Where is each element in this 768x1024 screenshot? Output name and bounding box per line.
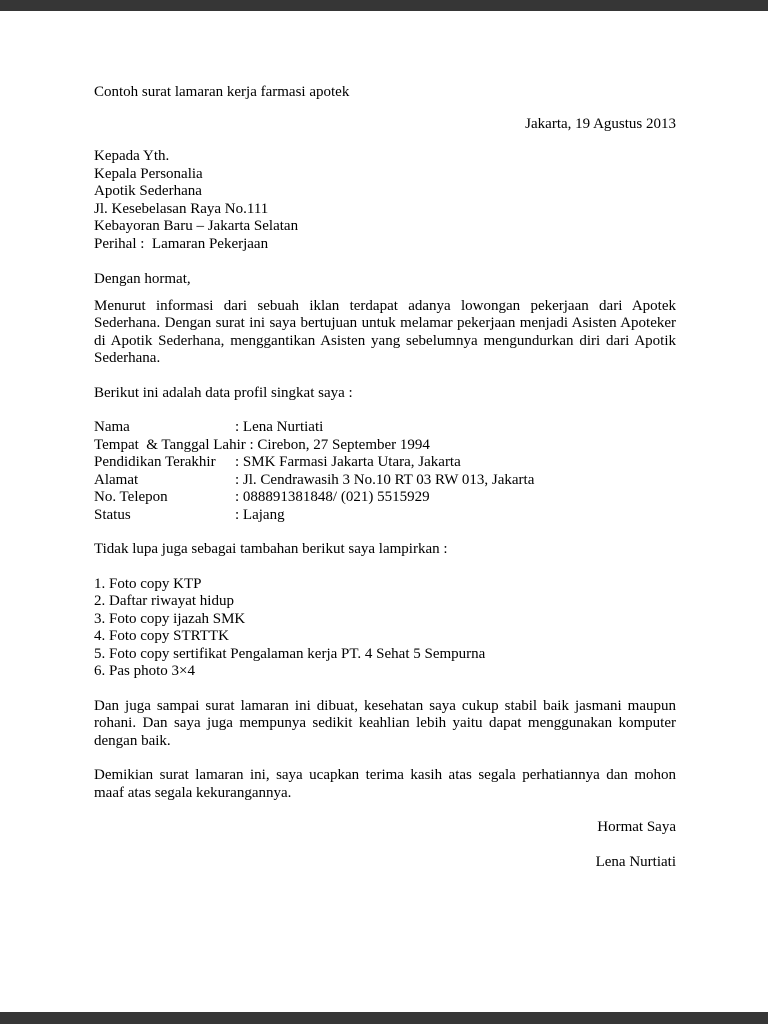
profile-value: : SMK Farmasi Jakarta Utara, Jakarta	[235, 454, 461, 470]
profile-row-alamat	[94, 472, 676, 490]
attachment-item: 6. Pas photo 3×4	[94, 663, 195, 679]
profile-value: : Cirebon, 27 September 1994	[249, 436, 430, 453]
health-paragraph: Dan juga sampai surat lamaran ini dibuat, kesehatan saya cukup stabil baik jasmani maupun rohani. Dan saya juga mempunya sedikit keahlian lebih yaitu dapat menggunakan komputer dengan baik.	[94, 697, 676, 749]
profile-row-tempat-tanggal-lahir	[94, 437, 676, 455]
viewer-top-bar	[0, 0, 768, 11]
profile-label: Status	[94, 506, 131, 523]
profile-row-nama	[94, 419, 676, 437]
recipient-line: Kepala Personalia	[94, 165, 203, 182]
profile-value: : 088891381848/ (021) 5515929	[235, 489, 430, 505]
profile-value: : Lena Nurtiati	[235, 419, 324, 435]
attachment-item: 3. Foto copy ijazah SMK	[94, 610, 246, 627]
attachments-intro: Tidak lupa juga sebagai tambahan berikut saya lampirkan :	[94, 541, 448, 557]
profile-label: Tempat & Tanggal Lahir	[94, 436, 250, 453]
attachment-item: 2. Daftar riwayat hidup	[94, 593, 234, 609]
profile-label: Nama	[94, 419, 130, 435]
salutation: Dengan hormat,	[94, 271, 191, 287]
profile-row-telepon	[94, 489, 676, 507]
document-title: Contoh surat lamaran kerja farmasi apotek	[94, 84, 350, 100]
opening-paragraph: Menurut informasi dari sebuah iklan terdapat adanya lowongan pekerjaan dari Apotek Sederhana. Dengan surat ini saya bertujuan untuk melamar pekerjaan menjadi Asisten Apoteker di Apotik Sederhana, menggantikan Asisten yang sebelumnya mengundurkan diri dari Apotik Sederhana.	[94, 297, 676, 366]
recipient-line: Jl. Kesebelasan Raya No.111	[94, 200, 269, 217]
attachment-item: 4. Foto copy STRTTK	[94, 628, 229, 644]
profile-intro: Berikut ini adalah data profil singkat saya :	[94, 384, 353, 401]
recipient-block	[94, 148, 676, 253]
closing-salutation: Hormat Saya	[597, 819, 676, 835]
profile-row-status	[94, 507, 676, 525]
recipient-line: Kepada Yth.	[94, 148, 170, 164]
letter-page	[94, 84, 676, 871]
profile-label: Alamat	[94, 471, 139, 488]
profile-value: : Jl. Cendrawasih 3 No.10 RT 03 RW 013, Jakarta	[235, 471, 535, 488]
signature-name: Lena Nurtiati	[595, 853, 676, 870]
recipient-line: Kebayoran Baru – Jakarta Selatan	[94, 218, 299, 234]
date-line: Jakarta, 19 Agustus 2013	[525, 115, 676, 132]
profile-label: No. Telepon	[94, 489, 168, 505]
attachments-list	[94, 576, 676, 681]
subject-line: Perihal : Lamaran Pekerjaan	[94, 235, 269, 252]
viewer-bottom-bar	[0, 1012, 768, 1024]
attachment-item: 5. Foto copy sertifikat Pengalaman kerja PT. 4 Sehat 5 Sempurna	[94, 645, 486, 662]
recipient-line: Apotik Sederhana	[94, 183, 202, 199]
profile-label: Pendidikan Terakhir	[94, 454, 216, 470]
profile-row-pendidikan	[94, 454, 676, 472]
profile-value: : Lajang	[235, 506, 285, 523]
attachment-item: 1. Foto copy KTP	[94, 575, 202, 592]
closing-paragraph: Demikian surat lamaran ini, saya ucapkan terima kasih atas segala perhatiannya dan mohon maaf atas segala kekurangannya.	[94, 767, 676, 801]
profile-block	[94, 419, 676, 524]
